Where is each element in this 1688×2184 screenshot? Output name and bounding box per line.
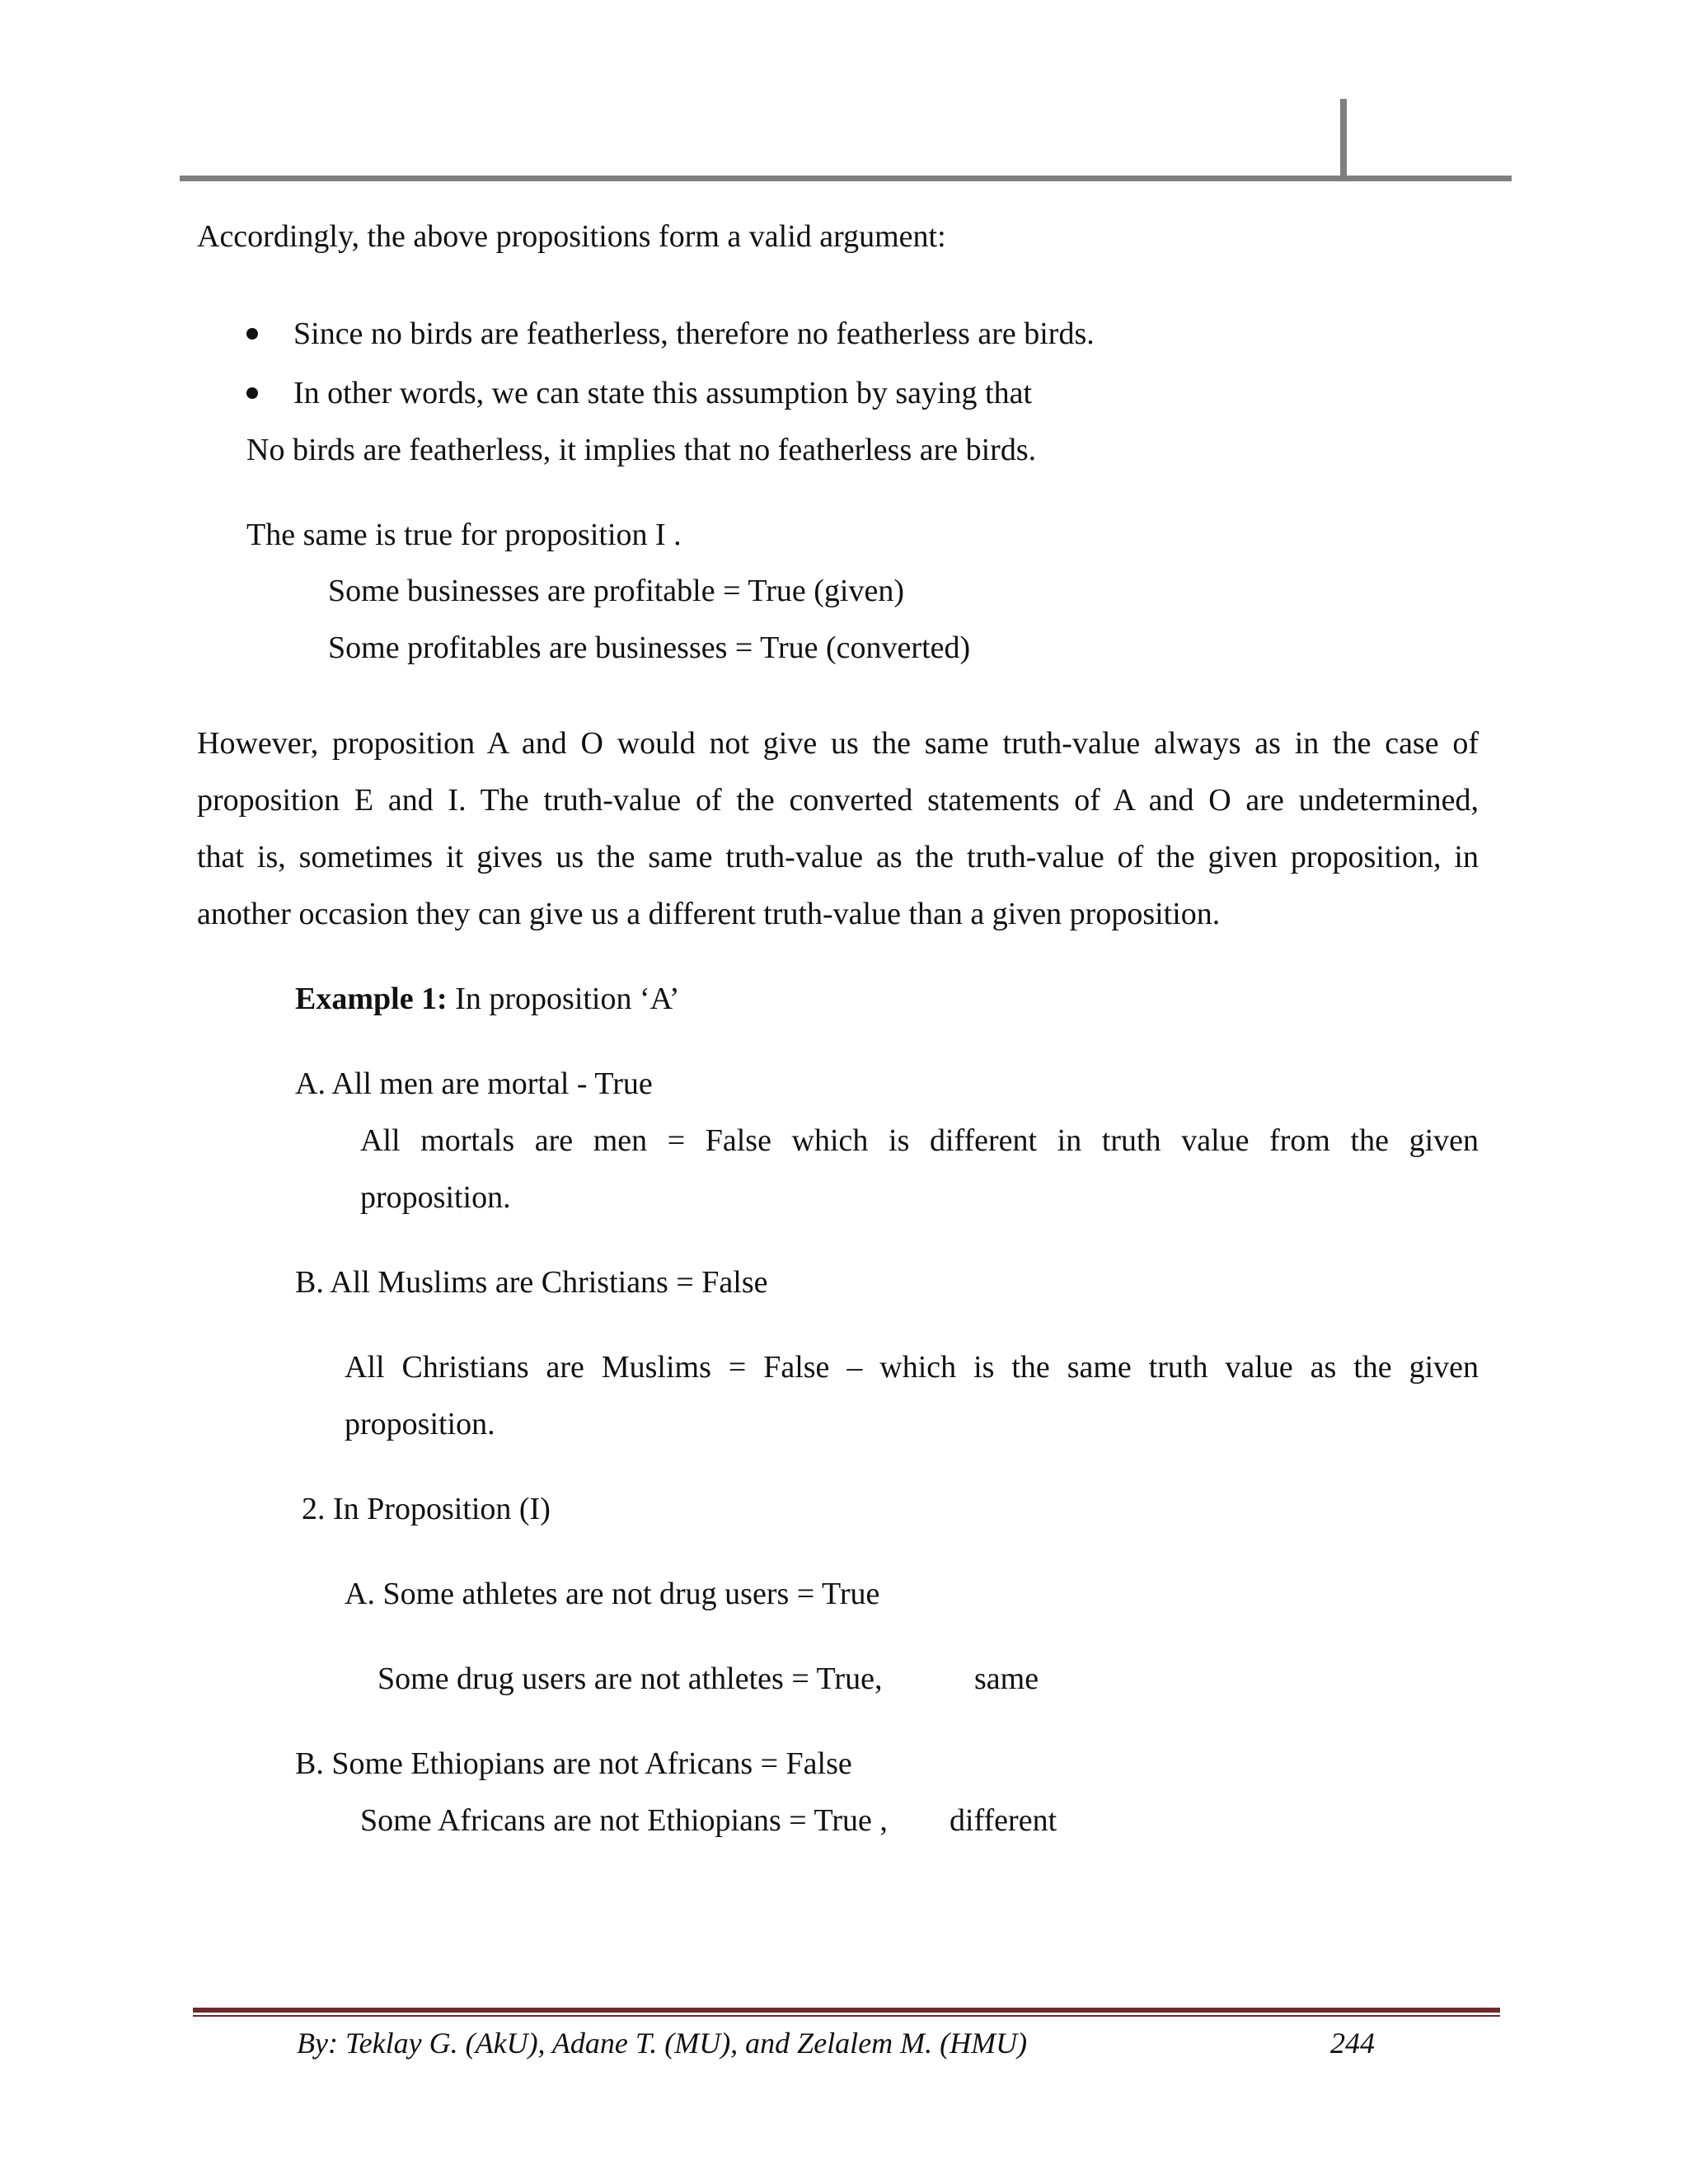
prop-i-given: Some businesses are profitable = True (given) [328, 574, 904, 608]
prop-i-heading: The same is true for proposition I . [246, 518, 682, 552]
paragraph-line-4: another occasion they can give us a different truth-value than a given proposition. [197, 897, 1221, 931]
page-number: 244 [1330, 2027, 1375, 2060]
example-1-heading [295, 980, 680, 1018]
bullet-icon [246, 328, 258, 340]
example-1-b-line: B. All Muslims are Christians = False [295, 1265, 768, 1300]
bullet-icon [246, 387, 258, 399]
example-1-b-converted-cont: proposition. [345, 1407, 495, 1441]
example-2-a-result: same [974, 1661, 1039, 1696]
paragraph-line-1: However, proposition A and O would not give us the same truth-value always as in the case of [197, 726, 1479, 761]
example-1-label: Example 1: [295, 982, 448, 1016]
bullet-continuation: No birds are featherless, it implies that no featherless are birds. [246, 433, 1037, 467]
prop-i-converted: Some profitables are businesses = True (converted) [328, 630, 971, 665]
example-2-heading: 2. In Proposition (I) [302, 1492, 551, 1526]
example-2-a-converted: Some drug users are not athletes = True, [377, 1661, 883, 1696]
footer-rule [193, 2008, 1500, 2013]
footer-authors: By: Teklay G. (AkU), Adane T. (MU), and Zelalem M. (HMU) [297, 2027, 1028, 2060]
example-1-a-line: A. All men are mortal - True [295, 1066, 653, 1101]
example-2-b-converted: Some Africans are not Ethiopians = True , [360, 1803, 888, 1838]
header-tick [1340, 99, 1347, 180]
example-2-a-line: A. Some athletes are not drug users = True [345, 1577, 880, 1611]
example-2-b-line: B. Some Ethiopians are not Africans = False [295, 1746, 852, 1781]
paragraph-line-3: that is, sometimes it gives us the same truth-value as the truth-value of the given proposition, in [197, 840, 1479, 874]
intro-line: Accordingly, the above propositions form a valid argument: [197, 219, 946, 254]
paragraph-line-2: proposition E and I. The truth-value of the converted statements of A and O are undetermined, [197, 783, 1479, 818]
example-1-text: In proposition ‘A’ [447, 982, 680, 1016]
footer-rule-thin [193, 2015, 1500, 2017]
example-1-a-converted: All mortals are men = False which is different in truth value from the given [360, 1123, 1479, 1158]
example-1-b-converted: All Christians are Muslims = False – which is the same truth value as the given [345, 1350, 1479, 1385]
bullet-item-1: Since no birds are featherless, therefore no featherless are birds. [293, 316, 1095, 351]
bullet-item-2: In other words, we can state this assumption by saying that [293, 376, 1033, 410]
example-1-a-converted-cont: proposition. [360, 1180, 511, 1215]
example-2-b-result: different [950, 1803, 1057, 1838]
header-rule [180, 176, 1512, 181]
